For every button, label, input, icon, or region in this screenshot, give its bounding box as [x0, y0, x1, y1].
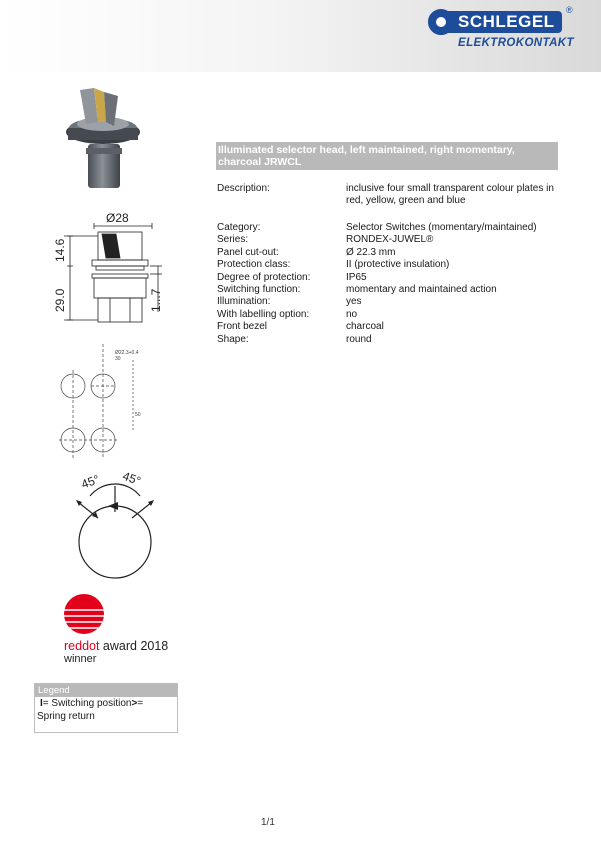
legend-symbol-arrow: >	[131, 698, 138, 709]
spec-key: Degree of protection:	[217, 271, 311, 283]
schlegel-logo	[428, 5, 578, 53]
legend-title: Legend	[35, 684, 177, 697]
reddot-winner: winner	[64, 653, 97, 665]
spec-key: Shape:	[217, 333, 249, 345]
switching-angle-diagram	[68, 466, 168, 582]
spec-key: Series:	[217, 234, 249, 246]
logo-registered-mark: ®	[566, 5, 573, 15]
logo-brand-name: SCHLEGEL	[458, 12, 555, 31]
spec-key: Front bezel	[217, 321, 268, 333]
legend-eq: =	[137, 698, 144, 709]
legend-line-spring: Spring return	[37, 711, 95, 722]
spec-value: Selector Switches (momentary/maintained)	[346, 222, 537, 233]
reddot-red-part: reddot	[64, 639, 100, 653]
legend-box	[34, 683, 178, 733]
cutout-label: Ø22.3+0.4	[115, 350, 139, 356]
momentary-arrow-icon	[108, 502, 118, 510]
legend-switching-text: = Switching position	[42, 698, 132, 709]
spec-value: yes	[346, 296, 362, 308]
product-title	[216, 142, 558, 170]
spec-value: IP65	[346, 271, 367, 283]
spec-value: round	[346, 333, 372, 345]
spec-key: Switching function:	[217, 283, 301, 295]
logo-subtitle: ELEKTROKONTAKT	[458, 37, 574, 49]
spec-key: Panel cut-out:	[217, 246, 279, 258]
spec-key: Illumination:	[217, 296, 271, 308]
angle-right: 45°	[120, 468, 143, 489]
spec-key: With labelling option:	[217, 308, 310, 320]
product-title-line-2: charcoal JRWCL	[218, 156, 302, 168]
product-photo	[60, 86, 146, 194]
spec-value: II (protective insulation)	[346, 259, 450, 271]
page-number: 1/1	[261, 817, 275, 828]
spec-value: RONDEX-JUWEL®	[346, 234, 434, 246]
reddot-award-text	[64, 639, 168, 653]
spec-value: no	[346, 308, 358, 320]
spec-value: charcoal	[346, 321, 384, 333]
cutout-label-2: 30	[115, 356, 121, 362]
legend-symbol-i: I	[40, 698, 43, 709]
angle-left: 45°	[79, 472, 102, 492]
dimension-drawing	[50, 208, 180, 333]
logo-ring-icon	[428, 9, 454, 35]
dim-total-height: 29.0	[53, 288, 67, 312]
spec-key: Description:	[217, 183, 270, 194]
dim-diameter: Ø28	[106, 211, 129, 225]
legend-line-switching	[40, 698, 143, 709]
dim-panel-thickness: 1...7	[149, 288, 163, 312]
reddot-rest: award 2018	[99, 639, 169, 653]
spec-value: momentary and maintained action	[346, 283, 497, 295]
dim-head-height: 14.6	[53, 238, 67, 262]
cutout-spacing: 50	[135, 412, 141, 418]
spec-value: Ø 22.3 mm	[346, 246, 396, 258]
spec-value: inclusive four small transparent colour plates in red, yellow, green and blue	[346, 183, 554, 207]
spec-key: Protection class:	[217, 259, 291, 271]
switch-ring	[86, 148, 122, 154]
spec-key: Category:	[217, 222, 261, 233]
reddot-logo-icon	[62, 592, 106, 636]
cutout-drawing	[55, 340, 165, 458]
product-title-line-1: Illuminated selector head, left maintained, right momentary,	[218, 144, 515, 156]
